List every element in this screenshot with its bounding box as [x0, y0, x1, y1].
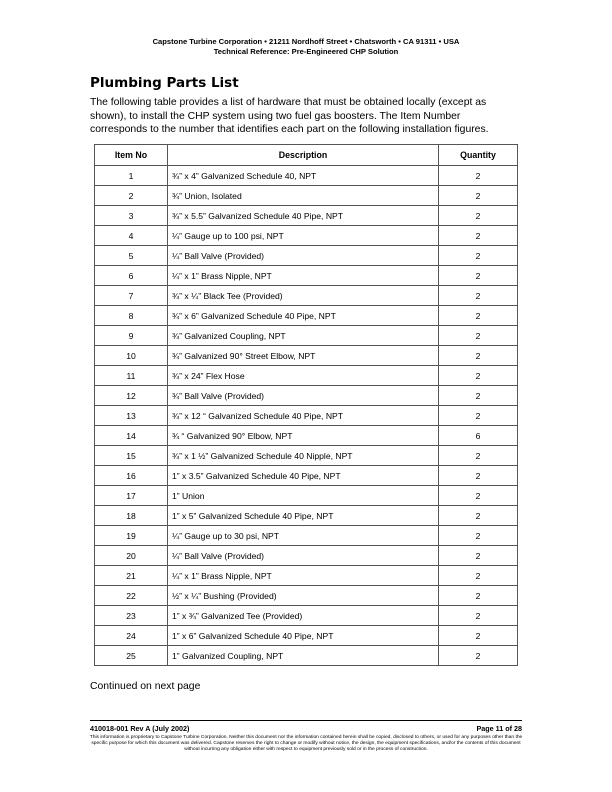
item-number: 16	[95, 466, 168, 486]
footer-disclaimer: This information is proprietary to Capstone Turbine Corporation. Neither this document nor the information contained herein shall be copied, disclosed to others, or used for any purposes other than the specific purpose for which this document was delivered. Capstone reserves the right to change or modify without notice, the design, the equipment specifications, and/or the contents of this document without incurring any obligation either with respect to equipment previously sold or in the process of construction.	[89, 735, 523, 753]
item-number: 12	[95, 386, 168, 406]
item-quantity: 2	[439, 506, 518, 526]
item-quantity: 2	[439, 326, 518, 346]
item-number: 20	[95, 546, 168, 566]
item-quantity: 2	[439, 566, 518, 586]
item-quantity: 2	[439, 346, 518, 366]
item-quantity: 2	[439, 646, 518, 666]
table-row	[95, 406, 518, 426]
item-number: 17	[95, 486, 168, 506]
footer-doc-id: 410018-001 Rev A (July 2002)	[90, 724, 190, 733]
item-description: 1” x 6” Galvanized Schedule 40 Pipe, NPT	[168, 626, 439, 646]
item-number: 23	[95, 606, 168, 626]
plumbing-parts-table	[94, 144, 518, 666]
item-number: 7	[95, 286, 168, 306]
column-header-description: Description	[168, 145, 439, 166]
section-title: Plumbing Parts List	[90, 75, 239, 91]
header-company-line: Capstone Turbine Corporation • 21211 Nordhoff Street • Chatsworth • CA 91311 • USA	[152, 37, 460, 46]
item-description: ¾” x 1 ½” Galvanized Schedule 40 Nipple, NPT	[168, 446, 439, 466]
item-number: 15	[95, 446, 168, 466]
table-row	[95, 566, 518, 586]
item-number: 1	[95, 166, 168, 186]
table-row	[95, 606, 518, 626]
item-number: 11	[95, 366, 168, 386]
table-row	[95, 306, 518, 326]
item-description: ¾” Ball Valve (Provided)	[168, 386, 439, 406]
item-description: ¼” Gauge up to 100 psi, NPT	[168, 226, 439, 246]
table-row	[95, 646, 518, 666]
item-number: 25	[95, 646, 168, 666]
item-quantity: 2	[439, 546, 518, 566]
item-quantity: 2	[439, 406, 518, 426]
column-header-quantity: Quantity	[439, 145, 518, 166]
table-header-row	[95, 145, 518, 166]
table-row	[95, 426, 518, 446]
item-description: ¾” x 4” Galvanized Schedule 40, NPT	[168, 166, 439, 186]
header-reference-line: Technical Reference: Pre-Engineered CHP Solution	[213, 47, 399, 56]
item-description: ¾” Union, Isolated	[168, 186, 439, 206]
item-description: ¾” x 6” Galvanized Schedule 40 Pipe, NPT	[168, 306, 439, 326]
item-number: 24	[95, 626, 168, 646]
item-quantity: 2	[439, 306, 518, 326]
item-quantity: 2	[439, 486, 518, 506]
item-number: 9	[95, 326, 168, 346]
item-number: 21	[95, 566, 168, 586]
item-number: 4	[95, 226, 168, 246]
item-quantity: 2	[439, 386, 518, 406]
item-description: ¾ “ Galvanized 90° Elbow, NPT	[168, 426, 439, 446]
page-header	[0, 37, 612, 57]
item-quantity: 2	[439, 246, 518, 266]
item-description: ¼” Ball Valve (Provided)	[168, 546, 439, 566]
continued-note: Continued on next page	[90, 681, 201, 692]
item-quantity: 2	[439, 266, 518, 286]
item-number: 8	[95, 306, 168, 326]
table-row	[95, 186, 518, 206]
item-quantity: 2	[439, 586, 518, 606]
item-description: ¾” Galvanized Coupling, NPT	[168, 326, 439, 346]
table-row	[95, 466, 518, 486]
item-quantity: 2	[439, 606, 518, 626]
footer-page-number: Page 11 of 28	[476, 724, 522, 733]
table-row	[95, 586, 518, 606]
item-number: 18	[95, 506, 168, 526]
item-quantity: 2	[439, 186, 518, 206]
item-description: ¾” x ¼” Black Tee (Provided)	[168, 286, 439, 306]
table-row	[95, 206, 518, 226]
table-row	[95, 526, 518, 546]
item-number: 19	[95, 526, 168, 546]
item-quantity: 2	[439, 446, 518, 466]
item-description: ¼” x 1” Brass Nipple, NPT	[168, 266, 439, 286]
table-row	[95, 486, 518, 506]
table-row	[95, 546, 518, 566]
item-description: ¾” Galvanized 90° Street Elbow, NPT	[168, 346, 439, 366]
table-row	[95, 166, 518, 186]
table-row	[95, 226, 518, 246]
item-description: ¼” x 1” Brass Nipple, NPT	[168, 566, 439, 586]
item-quantity: 2	[439, 526, 518, 546]
item-number: 3	[95, 206, 168, 226]
item-number: 6	[95, 266, 168, 286]
item-description: ¼” Gauge up to 30 psi, NPT	[168, 526, 439, 546]
item-number: 2	[95, 186, 168, 206]
item-number: 14	[95, 426, 168, 446]
item-number: 10	[95, 346, 168, 366]
column-header-item-no: Item No	[95, 145, 168, 166]
table-row	[95, 326, 518, 346]
item-description: ¾” x 12 “ Galvanized Schedule 40 Pipe, NPT	[168, 406, 439, 426]
item-description: ½” x ¼” Bushing (Provided)	[168, 586, 439, 606]
item-quantity: 2	[439, 226, 518, 246]
item-quantity: 2	[439, 206, 518, 226]
item-description: 1” x 3.5” Galvanized Schedule 40 Pipe, NPT	[168, 466, 439, 486]
intro-paragraph: The following table provides a list of hardware that must be obtained locally (except as shown), to install the CHP system using two fuel gas boosters. The Item Number corresponds to the number that identifies each part on the following installation figures.	[90, 97, 489, 136]
item-quantity: 2	[439, 366, 518, 386]
table-row	[95, 446, 518, 466]
table-row	[95, 386, 518, 406]
item-quantity: 2	[439, 166, 518, 186]
table-row	[95, 626, 518, 646]
item-description: 1” x 5” Galvanized Schedule 40 Pipe, NPT	[168, 506, 439, 526]
item-description: ¾” x 5.5” Galvanized Schedule 40 Pipe, NPT	[168, 206, 439, 226]
table-row	[95, 246, 518, 266]
item-description: 1” x ¾” Galvanized Tee (Provided)	[168, 606, 439, 626]
item-description: 1” Union	[168, 486, 439, 506]
item-quantity: 6	[439, 426, 518, 446]
item-number: 22	[95, 586, 168, 606]
item-quantity: 2	[439, 286, 518, 306]
item-number: 5	[95, 246, 168, 266]
item-description: ¼” Ball Valve (Provided)	[168, 246, 439, 266]
table-row	[95, 346, 518, 366]
table-row	[95, 506, 518, 526]
table-row	[95, 266, 518, 286]
item-description: 1” Galvanized Coupling, NPT	[168, 646, 439, 666]
item-quantity: 2	[439, 466, 518, 486]
table-row	[95, 366, 518, 386]
footer-divider	[90, 720, 522, 721]
item-quantity: 2	[439, 626, 518, 646]
item-description: ¾” x 24” Flex Hose	[168, 366, 439, 386]
table-row	[95, 286, 518, 306]
item-number: 13	[95, 406, 168, 426]
